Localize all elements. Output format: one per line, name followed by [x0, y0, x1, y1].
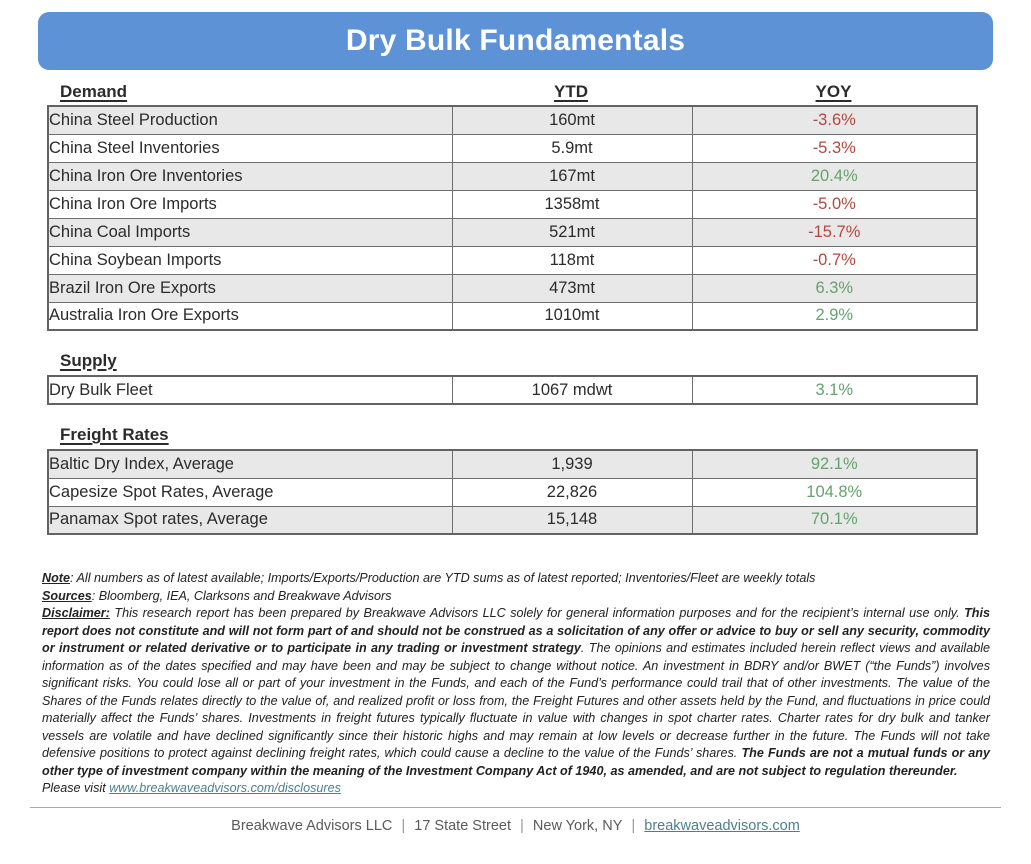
- yoy-value: 92.1%: [692, 450, 977, 478]
- row-label: China Steel Production: [48, 106, 452, 134]
- ytd-value: 22,826: [452, 478, 692, 506]
- ytd-value: 1010mt: [452, 302, 692, 330]
- table-row: [48, 246, 977, 274]
- table-row: [48, 162, 977, 190]
- row-label: Baltic Dry Index, Average: [48, 450, 452, 478]
- yoy-value: -5.3%: [692, 134, 977, 162]
- report-page: [0, 12, 1031, 864]
- table-row: [48, 274, 977, 302]
- row-label: China Steel Inventories: [48, 134, 452, 162]
- row-label: China Soybean Imports: [48, 246, 452, 274]
- table-row: [48, 190, 977, 218]
- disclosures-line: [42, 780, 990, 798]
- table-row: [48, 478, 977, 506]
- ytd-value: 5.9mt: [452, 134, 692, 162]
- yoy-value: 20.4%: [692, 162, 977, 190]
- page-title: Dry Bulk Fundamentals: [345, 24, 686, 57]
- row-label: China Iron Ore Inventories: [48, 162, 452, 190]
- disclosures-link[interactable]: www.breakwaveadvisors.com/disclosures: [109, 781, 341, 795]
- disclaimer-text-2: . The opinions and estimates included herein reflect views and available information as of the dates specified and may have been and may be subject to change without notice. An investment in BDRY and/or BWET (“the Funds”) involves significant risks. You could lose all or part of your investment in the Funds, and each of the Fund’s performance could trail that of other investments. The value of the Shares of the Funds relates directly to the value of, and realized profit or loss from, the Freight Futures and other assets held by the Fund, and fluctuations in price could materially affect the Funds’ shares. Investments in freight futures typically fluctuate in value with changes in spot charter rates. Charter rates for dry bulk and tanker vessels are volatile and have declined significantly since their historic highs and may remain at low levels or decrease further in the future. The Funds will not take defensive positions to protect against declining freight rates, which could cause a decline to the value of the Funds’ shares.: [42, 641, 991, 760]
- table-row: [48, 218, 977, 246]
- footer-website-link[interactable]: breakwaveadvisors.com: [644, 817, 800, 834]
- yoy-value: 104.8%: [692, 478, 977, 506]
- sources-label: Sources: [42, 588, 92, 603]
- column-header-yoy: YOY: [815, 82, 852, 101]
- demand-table: [47, 105, 978, 331]
- freight-rates-table: [47, 449, 978, 535]
- footer-separator: |: [520, 816, 524, 834]
- table-row: [48, 376, 977, 404]
- sources-text: : Bloomberg, IEA, Clarksons and Breakwave Advisors: [91, 588, 392, 603]
- disclaimer-bold-2: The Funds are not a mutual funds or any other type of investment company within the meaning of the Investment Company Act of 1940, as amended, and are not subject to regulation thereunder.: [42, 746, 990, 778]
- yoy-value: -5.0%: [692, 190, 977, 218]
- section-heading-supply: Supply: [60, 351, 117, 370]
- footer-company: Breakwave Advisors LLC: [231, 817, 393, 834]
- sources-line: [42, 588, 990, 606]
- disclaimer-label: Disclaimer:: [42, 606, 110, 620]
- yoy-value: 6.3%: [692, 274, 977, 302]
- ytd-value: 118mt: [452, 246, 692, 274]
- yoy-value: 70.1%: [692, 506, 977, 534]
- note-line: [42, 570, 990, 588]
- ytd-value: 1067 mdwt: [452, 376, 692, 404]
- table-row: [48, 450, 977, 478]
- section-heading-demand: Demand: [60, 82, 128, 101]
- title-banner: [38, 12, 993, 70]
- yoy-value: -3.6%: [692, 106, 977, 134]
- footer-separator: |: [631, 816, 636, 834]
- supply-table: [47, 375, 978, 405]
- row-label: Panamax Spot rates, Average: [48, 506, 452, 534]
- row-label: Brazil Iron Ore Exports: [48, 274, 452, 302]
- note-label: Note: [42, 571, 70, 585]
- row-label: China Coal Imports: [48, 218, 452, 246]
- ytd-value: 1,939: [452, 450, 692, 478]
- table-row: [48, 134, 977, 162]
- ytd-value: 473mt: [452, 274, 692, 302]
- disclaimer-text-1: This research report has been prepared by Breakwave Advisors LLC solely for general information purposes and for the recipient’s internal use only.: [109, 606, 965, 620]
- footer-separator: |: [401, 816, 406, 834]
- ytd-value: 15,148: [452, 506, 692, 534]
- footer-address: 17 State Street: [414, 817, 511, 834]
- row-label: Dry Bulk Fleet: [48, 376, 452, 404]
- row-label: Australia Iron Ore Exports: [48, 302, 452, 330]
- ytd-value: 521mt: [452, 218, 692, 246]
- ytd-value: 160mt: [452, 106, 692, 134]
- column-header-ytd: YTD: [554, 82, 588, 101]
- note-text: : All numbers as of latest available; Imports/Exports/Production are YTD sums as of latest reported; Inventories/Fleet are weekly totals: [70, 571, 816, 585]
- yoy-value: -15.7%: [692, 218, 977, 246]
- footer: [0, 817, 1031, 834]
- disclaimer-paragraph: [42, 605, 990, 780]
- yoy-value: -0.7%: [692, 246, 977, 274]
- ytd-value: 167mt: [452, 162, 692, 190]
- row-label: China Iron Ore Imports: [48, 190, 452, 218]
- disclaimer-bold-1: This report does not constitute and will not form part of and should not be construed as a solicitation of any offer or advice to buy or sell any security, commodity or instrument or related derivative or to participate in any trading or investment strategy: [42, 606, 990, 655]
- row-label: Capesize Spot Rates, Average: [48, 478, 452, 506]
- table-row: [48, 506, 977, 534]
- yoy-value: 3.1%: [692, 376, 977, 404]
- section-heading-freight-rates: Freight Rates: [60, 425, 169, 444]
- notes-block: [42, 570, 990, 798]
- ytd-value: 1358mt: [452, 190, 692, 218]
- footer-divider: [30, 807, 1001, 808]
- table-row: [48, 106, 977, 134]
- visit-text: Please visit: [42, 781, 110, 795]
- yoy-value: 2.9%: [692, 302, 977, 330]
- demand-header-row: [47, 82, 976, 102]
- table-row: [48, 302, 977, 330]
- footer-city: New York, NY: [532, 817, 623, 834]
